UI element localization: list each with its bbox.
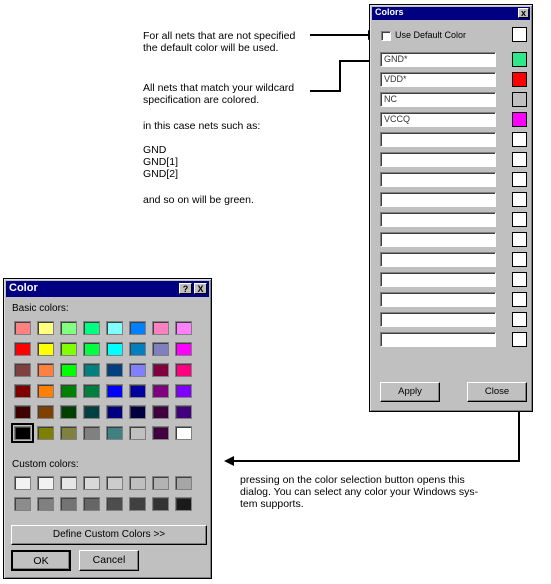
basic-color-swatch[interactable]	[175, 405, 192, 419]
apply-button[interactable]: Apply	[380, 382, 440, 402]
basic-color-swatch[interactable]	[37, 363, 54, 377]
colors-titlebar	[372, 7, 530, 20]
basic-color-swatch[interactable]	[83, 426, 100, 440]
define-custom-colors-button[interactable]: Define Custom Colors >>	[11, 525, 207, 545]
basic-color-swatch[interactable]	[14, 426, 31, 440]
basic-color-swatch[interactable]	[60, 342, 77, 356]
custom-color-swatch[interactable]	[37, 476, 54, 490]
basic-color-swatch[interactable]	[14, 384, 31, 398]
custom-color-swatch[interactable]	[129, 497, 146, 511]
basic-color-swatch[interactable]	[106, 363, 123, 377]
basic-color-swatch[interactable]	[175, 363, 192, 377]
basic-color-swatch[interactable]	[152, 426, 169, 440]
basic-color-swatch[interactable]	[129, 426, 146, 440]
basic-color-swatch[interactable]	[129, 321, 146, 335]
basic-color-swatch[interactable]	[37, 321, 54, 335]
basic-color-swatch[interactable]	[106, 321, 123, 335]
custom-color-swatch[interactable]	[83, 497, 100, 511]
basic-color-swatch[interactable]	[152, 405, 169, 419]
annotation-case-intro: in this case nets such as:	[143, 120, 261, 132]
net-pattern-input[interactable]	[380, 252, 496, 267]
net-pattern-input[interactable]	[380, 112, 496, 127]
basic-color-swatch[interactable]	[83, 363, 100, 377]
net-pattern-input[interactable]	[380, 212, 496, 227]
basic-color-swatch[interactable]	[14, 405, 31, 419]
net-color-button[interactable]	[512, 292, 527, 307]
basic-color-swatch[interactable]	[175, 321, 192, 335]
basic-color-swatch[interactable]	[14, 363, 31, 377]
basic-color-swatch[interactable]	[106, 342, 123, 356]
arrowhead-color-button	[224, 456, 234, 466]
custom-color-swatch[interactable]	[83, 476, 100, 490]
basic-color-swatch[interactable]	[37, 426, 54, 440]
color-titlebar	[6, 281, 209, 297]
custom-color-swatch[interactable]	[106, 497, 123, 511]
net-pattern-value: NC	[384, 94, 397, 104]
net-pattern-input[interactable]	[380, 152, 496, 167]
net-pattern-input[interactable]	[380, 272, 496, 287]
annotation-green: and so on will be green.	[143, 194, 254, 206]
basic-color-swatch[interactable]	[37, 342, 54, 356]
net-color-button[interactable]	[512, 192, 527, 207]
basic-color-swatch[interactable]	[152, 384, 169, 398]
net-color-button[interactable]	[512, 232, 527, 247]
net-pattern-value: GND*	[384, 54, 408, 64]
net-color-button[interactable]	[512, 332, 527, 347]
default-color-button[interactable]	[512, 27, 527, 42]
basic-color-swatch[interactable]	[152, 321, 169, 335]
net-color-button[interactable]	[512, 172, 527, 187]
basic-color-swatch[interactable]	[83, 405, 100, 419]
basic-color-swatch[interactable]	[60, 363, 77, 377]
basic-color-swatch[interactable]	[60, 384, 77, 398]
net-pattern-input[interactable]	[380, 132, 496, 147]
annotation-wildcard: All nets that match your wildcard specification are colored.	[143, 82, 295, 106]
basic-color-swatch[interactable]	[60, 405, 77, 419]
colors-dialog	[369, 4, 533, 412]
close-button[interactable]: Close	[467, 382, 527, 402]
basic-color-swatch[interactable]	[106, 426, 123, 440]
cancel-button[interactable]: Cancel	[79, 550, 139, 571]
net-pattern-value: VDD*	[384, 74, 407, 84]
basic-color-swatch[interactable]	[152, 363, 169, 377]
help-icon[interactable]: ?	[179, 283, 192, 294]
net-pattern-input[interactable]	[380, 292, 496, 307]
net-pattern-input[interactable]	[380, 52, 496, 67]
basic-color-swatch[interactable]	[129, 384, 146, 398]
basic-color-swatch[interactable]	[129, 342, 146, 356]
use-default-label: Use Default Color	[395, 30, 467, 40]
basic-color-swatch[interactable]	[37, 405, 54, 419]
net-color-button[interactable]	[512, 52, 527, 67]
colors-close-icon[interactable]: x	[518, 8, 529, 18]
custom-color-swatch[interactable]	[106, 476, 123, 490]
basic-colors-label: Basic colors:	[12, 303, 69, 314]
color-dialog	[3, 278, 212, 579]
ok-button[interactable]: OK	[11, 550, 71, 571]
basic-color-swatch[interactable]	[14, 321, 31, 335]
basic-color-swatch[interactable]	[175, 384, 192, 398]
basic-color-swatch[interactable]	[106, 405, 123, 419]
net-color-button[interactable]	[512, 272, 527, 287]
net-color-button[interactable]	[512, 212, 527, 227]
net-pattern-input[interactable]	[380, 172, 496, 187]
basic-color-swatch[interactable]	[83, 342, 100, 356]
annotation-default-color: For all nets that are not specified the default color will be used.	[143, 30, 296, 54]
basic-color-swatch[interactable]	[60, 321, 77, 335]
custom-color-swatch[interactable]	[152, 497, 169, 511]
net-pattern-input[interactable]	[380, 92, 496, 107]
net-color-button[interactable]	[512, 252, 527, 267]
net-pattern-input[interactable]	[380, 192, 496, 207]
basic-color-swatch[interactable]	[175, 342, 192, 356]
net-color-button[interactable]	[512, 92, 527, 107]
net-pattern-input[interactable]	[380, 312, 496, 327]
custom-color-swatch[interactable]	[175, 497, 192, 511]
custom-color-swatch[interactable]	[60, 476, 77, 490]
basic-color-swatch[interactable]	[60, 426, 77, 440]
basic-color-swatch[interactable]	[14, 342, 31, 356]
custom-colors-label: Custom colors:	[12, 459, 79, 470]
color-title: Color	[9, 282, 38, 294]
basic-color-swatch[interactable]	[129, 405, 146, 419]
custom-color-swatch[interactable]	[14, 476, 31, 490]
basic-color-swatch[interactable]	[152, 342, 169, 356]
net-color-button[interactable]	[512, 152, 527, 167]
colors-title: Colors	[375, 7, 404, 17]
basic-color-swatch[interactable]	[83, 384, 100, 398]
custom-color-swatch[interactable]	[37, 497, 54, 511]
net-pattern-input[interactable]	[380, 72, 496, 87]
color-close-icon[interactable]: X	[194, 283, 207, 294]
custom-color-swatch[interactable]	[129, 476, 146, 490]
annotation-color-button: pressing on the color selection button opens this dialog. You can select any color your Windows sys- tem supports.	[240, 474, 479, 510]
basic-color-swatch[interactable]	[175, 426, 192, 440]
basic-color-swatch[interactable]	[83, 321, 100, 335]
basic-color-swatch[interactable]	[129, 363, 146, 377]
net-color-button[interactable]	[512, 312, 527, 327]
net-color-button[interactable]	[512, 72, 527, 87]
annotation-net-examples: GND GND[1] GND[2]	[143, 144, 179, 180]
custom-color-swatch[interactable]	[60, 497, 77, 511]
basic-color-swatch[interactable]	[106, 384, 123, 398]
net-pattern-value: VCCQ	[384, 114, 411, 124]
custom-color-swatch[interactable]	[152, 476, 169, 490]
custom-color-swatch[interactable]	[175, 476, 192, 490]
net-pattern-input[interactable]	[380, 232, 496, 247]
net-color-button[interactable]	[512, 132, 527, 147]
arrow-wildcard	[310, 61, 372, 91]
custom-color-swatch[interactable]	[14, 497, 31, 511]
net-color-button[interactable]	[512, 112, 527, 127]
basic-color-swatch[interactable]	[37, 384, 54, 398]
net-pattern-input[interactable]	[380, 332, 496, 347]
use-default-checkbox[interactable]	[381, 31, 391, 41]
